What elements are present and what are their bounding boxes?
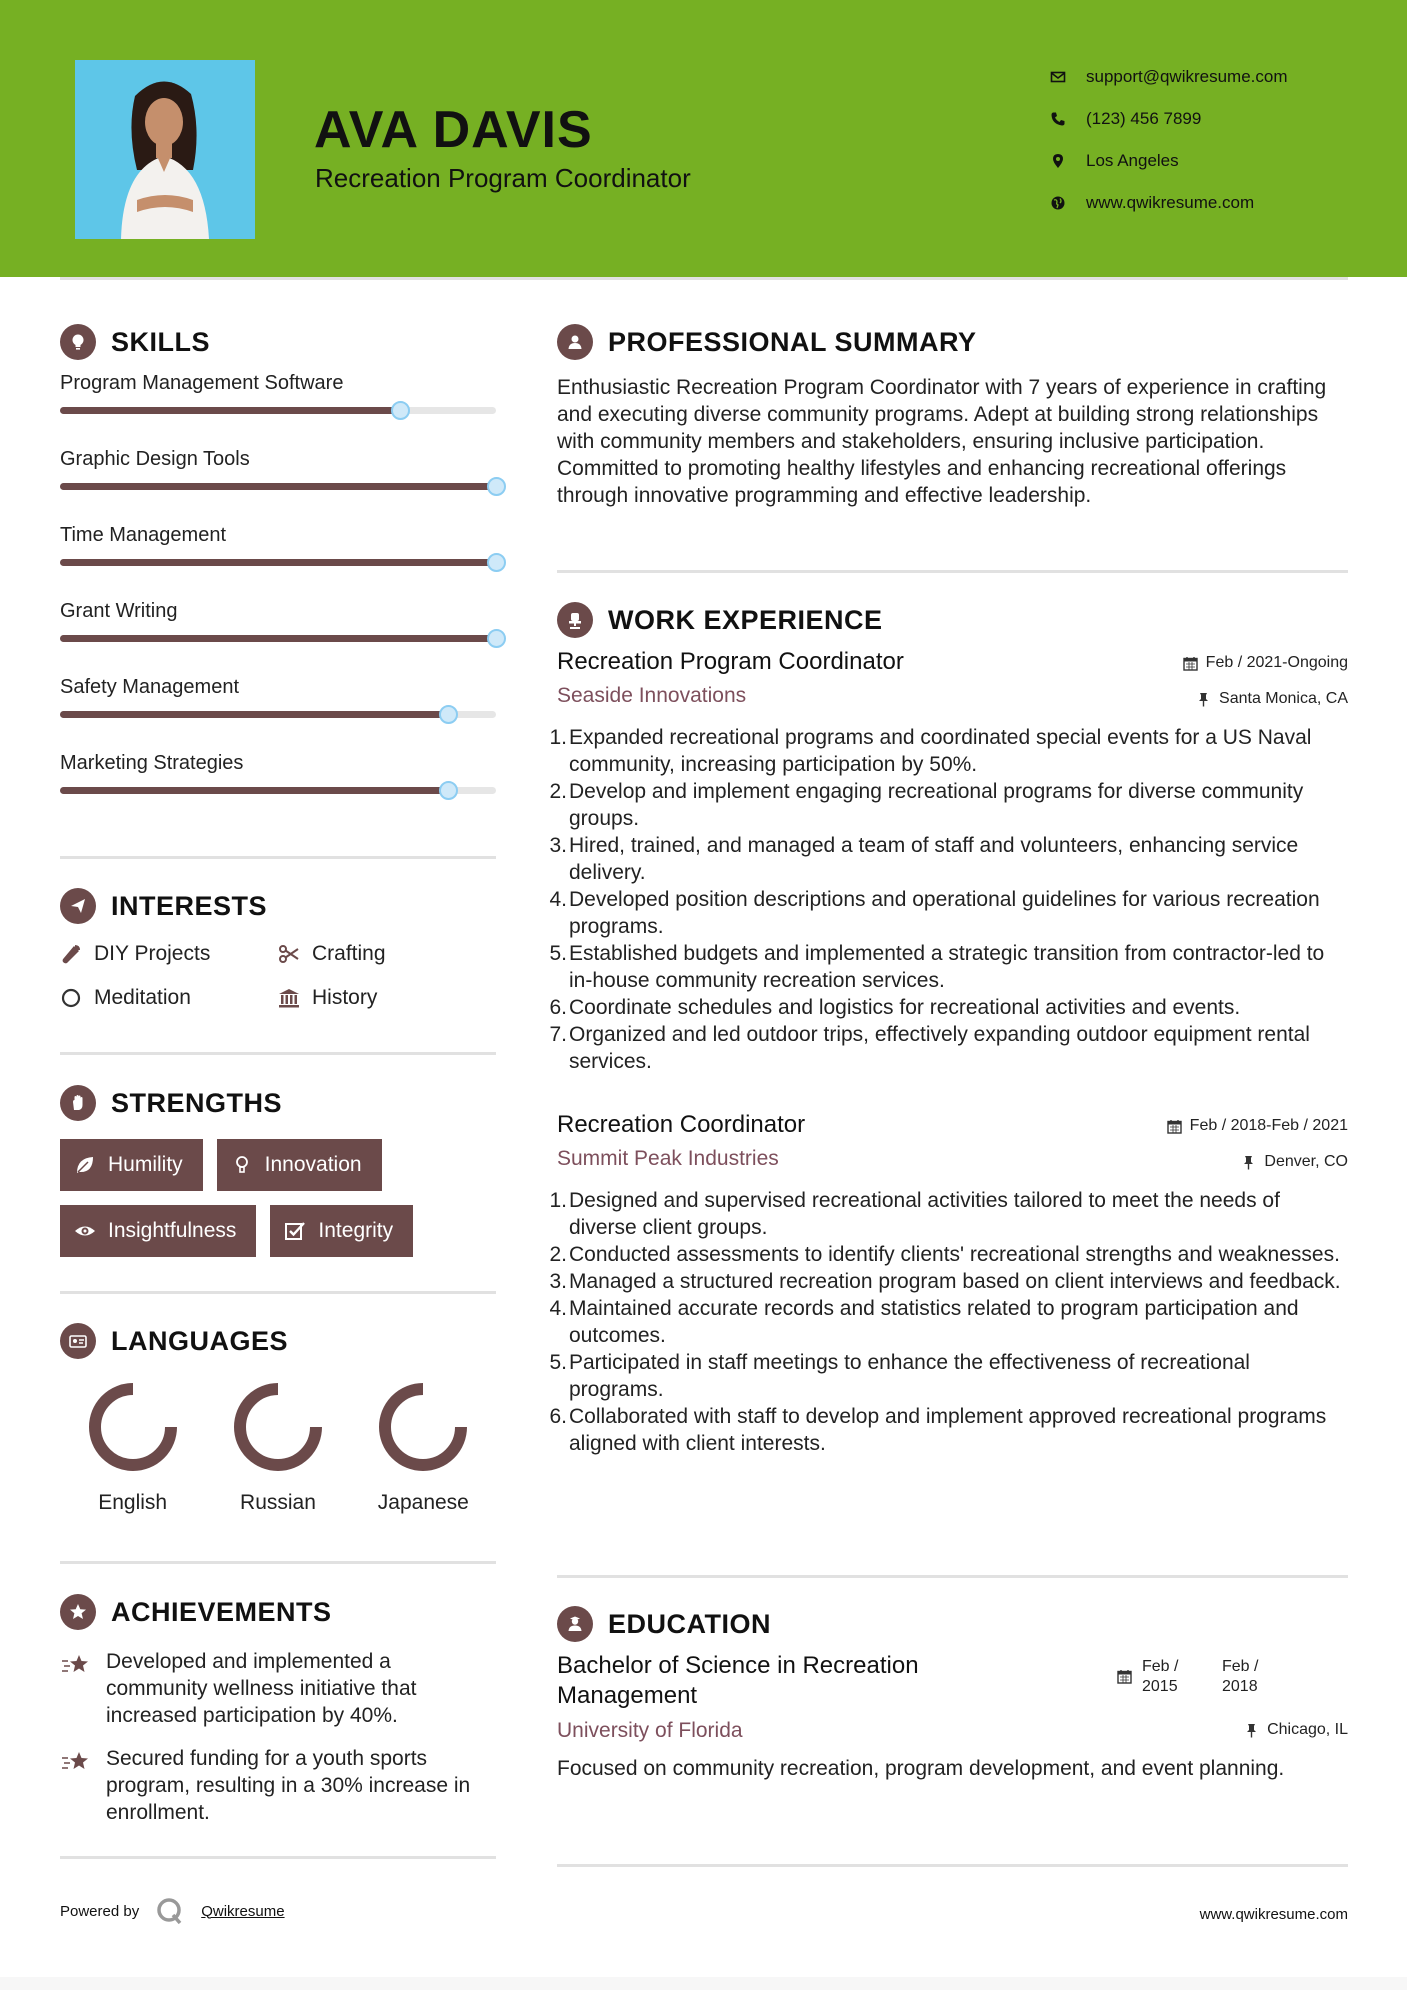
skill-bar-fill	[60, 635, 496, 642]
job-date-text: Feb / 2018-Feb / 2021	[1189, 1117, 1348, 1134]
job-bullet: 3. Hired, trained, and managed a team of staff and volunteers, enhancing service delivery.	[557, 832, 1348, 886]
job-location-text: Santa Monica, CA	[1219, 690, 1348, 707]
job-location-text: Denver, CO	[1264, 1153, 1348, 1170]
job-bullet: 4. Developed position descriptions and operational guidelines for various recreation programs.	[557, 886, 1348, 940]
job-bullet-text: Participated in staff meetings to enhance the effectiveness of recreational programs.	[569, 1351, 1250, 1401]
skill-bar-knob	[487, 629, 506, 648]
job-bullet: 2. Develop and implement engaging recreational programs for diverse community groups.	[557, 778, 1348, 832]
education-description: Focused on community recreation, program development, and event planning.	[557, 1757, 1285, 1780]
candidate-role: Recreation Program Coordinator	[315, 163, 691, 193]
education-section	[557, 1606, 1348, 1642]
interest-item	[278, 942, 496, 966]
skill-label: Grant Writing	[60, 600, 178, 622]
interest-item	[60, 986, 278, 1010]
languages-heading	[60, 1323, 496, 1359]
language-gauge	[373, 1377, 473, 1477]
job-title: Recreation Program Coordinator	[557, 648, 904, 675]
skill-label: Program Management Software	[60, 372, 344, 394]
strengths-section	[60, 1085, 496, 1257]
skill-bar-knob	[391, 401, 410, 420]
calendar-icon	[1117, 1669, 1132, 1684]
strength-label: Integrity	[318, 1219, 394, 1242]
skill-item	[60, 676, 496, 752]
job-bullet: 3. Managed a structured recreation program based on client interviews and feedback.	[549, 1270, 1341, 1293]
language-gauge-arc	[385, 1389, 461, 1465]
strength-tag	[217, 1139, 382, 1191]
experience-heading	[557, 602, 1348, 638]
strengths-list	[60, 1139, 496, 1257]
skills-section	[60, 324, 496, 360]
interest-item	[60, 942, 278, 966]
pushpin-icon	[1244, 1723, 1259, 1738]
section-divider	[60, 1291, 496, 1294]
skill-item	[60, 372, 496, 448]
strength-label: Innovation	[264, 1153, 362, 1176]
company-name: Seaside Innovations	[557, 684, 747, 707]
portrait-image	[75, 60, 255, 239]
job-bullet: 6. Collaborated with staff to develop and implement approved recreational programs aligned with client interests.	[557, 1403, 1348, 1457]
job-location	[1196, 690, 1348, 708]
skill-item	[60, 524, 496, 600]
lightbulb-icon	[60, 324, 96, 360]
language-label: Japanese	[377, 1491, 469, 1514]
skill-bar	[60, 711, 496, 718]
user-icon	[557, 324, 593, 360]
skills-title: SKILLS	[111, 326, 211, 357]
skill-bar-fill	[60, 787, 448, 794]
leaf-icon	[74, 1154, 96, 1176]
skill-bar-knob	[439, 705, 458, 724]
contact-location-text: Los Angeles	[1086, 151, 1179, 170]
job-header	[557, 648, 1348, 680]
pushpin-icon	[1196, 692, 1211, 707]
summary-section	[557, 324, 1348, 509]
skill-label: Safety Management	[60, 676, 239, 698]
lightbulb-icon	[231, 1154, 253, 1176]
section-divider	[60, 1856, 496, 1859]
contact-website[interactable]	[1050, 182, 1288, 224]
achievement-item	[60, 1648, 496, 1729]
language-item	[351, 1377, 496, 1515]
job-bullet: 5. Participated in staff meetings to enhance the effectiveness of recreational programs.	[557, 1349, 1348, 1403]
strengths-title: STRENGTHS	[111, 1087, 283, 1118]
page-bottom-strip	[0, 1977, 1407, 1990]
company-name: Summit Peak Industries	[557, 1147, 779, 1170]
education-start-month: Feb /	[1142, 1658, 1179, 1675]
job-date	[1183, 654, 1348, 672]
job-bullet-text: Managed a structured recreation program based on client interviews and feedback.	[569, 1270, 1341, 1293]
skill-item	[60, 600, 496, 676]
job-date	[1167, 1117, 1348, 1135]
contact-phone-text: (123) 456 7899	[1086, 109, 1202, 128]
education-end-month: Feb /	[1222, 1658, 1259, 1675]
job-bullet-text: Expanded recreational programs and coordinated special events for a US Naval community, increasing participation by 50%.	[569, 726, 1312, 776]
skill-item	[60, 448, 496, 524]
job-location	[1241, 1153, 1348, 1171]
map-pin-icon	[1050, 153, 1086, 169]
skill-item	[60, 752, 496, 828]
phone-icon	[1050, 111, 1086, 127]
header-divider	[60, 277, 1348, 280]
calendar-icon	[1167, 1119, 1182, 1134]
interests-section	[60, 888, 496, 1010]
education-title: EDUCATION	[608, 1608, 771, 1639]
job-bullet: 5. Established budgets and implemented a strategic transition from contractor-led to in-house community recreation services.	[557, 940, 1348, 994]
hand-icon	[60, 1085, 96, 1121]
job-bullet-text: Organized and led outdoor trips, effectively expanding outdoor equipment rental services.	[569, 1023, 1310, 1073]
profile-photo	[75, 60, 255, 239]
interest-label: Meditation	[94, 986, 191, 1009]
job-date-text: Feb / 2021-Ongoing	[1205, 654, 1348, 671]
language-gauge-arc	[240, 1389, 316, 1465]
degree-title: Bachelor of Science in Recreation Management	[557, 1652, 919, 1709]
strengths-heading	[60, 1085, 496, 1121]
interest-label: Crafting	[312, 942, 386, 965]
powered-by-text: Powered by	[60, 1902, 140, 1920]
resume-header	[0, 0, 1407, 277]
skill-bar	[60, 787, 496, 794]
candidate-name: AVA DAVIS	[314, 101, 593, 159]
footer-url[interactable]: www.qwikresume.com	[1199, 1906, 1348, 1923]
strength-tag	[60, 1139, 203, 1191]
language-label: Russian	[240, 1491, 316, 1514]
job-bullet: 1. Designed and supervised recreational activities tailored to meet the needs of diverse client groups.	[557, 1187, 1348, 1241]
section-divider	[60, 856, 496, 859]
contact-location	[1050, 140, 1288, 182]
job-bullet-text: Developed position descriptions and operational guidelines for various recreation programs.	[569, 888, 1320, 938]
calendar-icon	[1183, 656, 1198, 671]
job-header	[557, 1111, 1348, 1143]
education-header	[557, 1651, 1348, 1711]
envelope-icon	[1050, 69, 1086, 85]
job-bullet: 7. Organized and led outdoor trips, effectively expanding outdoor equipment rental services.	[557, 1021, 1348, 1075]
interest-item	[278, 986, 496, 1010]
education-start-date	[1142, 1657, 1204, 1697]
skill-bar-knob	[487, 553, 506, 572]
language-gauge	[228, 1377, 328, 1477]
contact-email[interactable]	[1050, 56, 1288, 98]
skill-bar-fill	[60, 711, 448, 718]
globe-icon	[1050, 195, 1086, 211]
achievement-item	[60, 1745, 496, 1826]
skill-label: Marketing Strategies	[60, 752, 244, 774]
section-divider	[60, 1561, 496, 1564]
job-bullet: 1. Expanded recreational programs and coordinated special events for a US Naval community, increasing participation by 50%.	[557, 724, 1348, 778]
education-dates	[1117, 1657, 1302, 1697]
shooting-star-icon	[60, 1648, 106, 1729]
languages-list	[60, 1377, 496, 1515]
job-bullet-text: Collaborated with staff to develop and implement approved recreational programs aligned with client interests.	[569, 1405, 1327, 1455]
interest-label: History	[312, 986, 378, 1009]
interest-label: DIY Projects	[94, 942, 211, 965]
education-location-text: Chicago, IL	[1267, 1721, 1348, 1738]
achievement-text: Developed and implemented a community wellness initiative that increased participation by 40%.	[106, 1650, 417, 1727]
graduate-icon	[557, 1606, 593, 1642]
strength-label: Humility	[108, 1153, 183, 1176]
contact-phone[interactable]	[1050, 98, 1288, 140]
job-bullet-text: Maintained accurate records and statistics related to program participation and outcomes.	[569, 1297, 1299, 1347]
languages-title: LANGUAGES	[111, 1325, 289, 1356]
education-end-date	[1222, 1657, 1284, 1697]
contact-email-text: support@qwikresume.com	[1086, 67, 1288, 86]
strength-label: Insightfulness	[108, 1219, 237, 1242]
skill-bar-knob	[439, 781, 458, 800]
skill-bar	[60, 559, 496, 566]
education-entry	[557, 1651, 1348, 1782]
section-divider	[557, 570, 1348, 573]
experience-section	[557, 602, 1348, 638]
job-bullet-text: Coordinate schedules and logistics for recreational activities and events.	[569, 996, 1241, 1019]
qwikresume-link[interactable]: Qwikresume	[201, 1902, 285, 1920]
skill-bar	[60, 407, 496, 414]
job-bullet: 6. Coordinate schedules and logistics for recreational activities and events.	[549, 996, 1241, 1019]
interests-list	[60, 942, 496, 1010]
education-heading	[557, 1606, 1348, 1642]
star-badge-icon	[60, 1594, 96, 1630]
achievements-section	[60, 1594, 496, 1826]
job-bullet-text: Established budgets and implemented a strategic transition from contractor-led to in-house community recreation services.	[569, 942, 1325, 992]
circle-icon	[60, 987, 94, 1009]
job-bullet-text: Conducted assessments to identify clients' recreational strengths and weaknesses.	[569, 1243, 1340, 1266]
shooting-star-icon	[60, 1745, 106, 1826]
achievements-heading	[60, 1594, 496, 1630]
section-divider	[60, 1052, 496, 1055]
skill-label: Time Management	[60, 524, 226, 546]
qwikresume-logo-icon	[155, 1896, 185, 1926]
job-title: Recreation Coordinator	[557, 1111, 806, 1138]
interests-heading	[60, 888, 496, 924]
job-bullet: 4. Maintained accurate records and statistics related to program participation and outcomes.	[557, 1295, 1348, 1349]
school-name: University of Florida	[557, 1719, 743, 1742]
museum-icon	[278, 987, 312, 1009]
eye-icon	[74, 1220, 96, 1242]
strength-tag	[60, 1205, 256, 1257]
paper-plane-icon	[60, 888, 96, 924]
skill-bar-fill	[60, 407, 400, 414]
scissors-icon	[278, 943, 312, 965]
summary-heading	[557, 324, 1348, 360]
section-divider	[557, 1864, 1348, 1867]
language-item	[60, 1377, 205, 1515]
skill-bar	[60, 635, 496, 642]
job-bullet-text: Hired, trained, and managed a team of staff and volunteers, enhancing service delivery.	[569, 834, 1299, 884]
education-subheader	[557, 1719, 1348, 1753]
job-bullets	[549, 724, 1348, 1075]
skill-bar	[60, 483, 496, 490]
checkbox-icon	[284, 1220, 306, 1242]
skill-bar-knob	[487, 477, 506, 496]
job-subheader	[557, 1147, 1348, 1181]
pushpin-icon	[1241, 1155, 1256, 1170]
education-location	[1244, 1721, 1348, 1739]
contact-website-text: www.qwikresume.com	[1086, 193, 1255, 212]
job-bullets	[549, 1187, 1348, 1457]
summary-title: PROFESSIONAL SUMMARY	[608, 326, 977, 357]
office-chair-icon	[557, 602, 593, 638]
skill-bar-fill	[60, 559, 496, 566]
job-bullet: 2. Conducted assessments to identify clients' recreational strengths and weaknesses.	[549, 1243, 1340, 1266]
summary-text: Enthusiastic Recreation Program Coordinator with 7 years of experience in crafting and executing diverse community programs. Adept at building strong relationships with community members and stakeholders, ensuring inclusive participation. Committed to promoting healthy lifestyles and enhancing recreational offerings through innovative programming and effective leadership.	[557, 376, 1327, 507]
experience-title: WORK EXPERIENCE	[608, 604, 883, 635]
job-bullet-text: Develop and implement engaging recreational programs for diverse community groups.	[569, 780, 1304, 830]
language-label: English	[98, 1491, 168, 1514]
language-item	[205, 1377, 350, 1515]
skills-list	[60, 372, 496, 828]
language-gauge-arc	[95, 1389, 171, 1465]
language-gauge	[83, 1377, 183, 1477]
job-subheader	[557, 684, 1348, 718]
job-bullet-text: Designed and supervised recreational activities tailored to meet the needs of diverse client groups.	[569, 1189, 1280, 1239]
education-start-year: 2015	[1142, 1678, 1178, 1695]
contact-list	[1050, 56, 1288, 224]
achievements-title: ACHIEVEMENTS	[111, 1596, 332, 1627]
footer-branding	[60, 1896, 285, 1926]
skills-heading	[60, 324, 496, 360]
education-end-year: 2018	[1222, 1678, 1258, 1695]
section-divider	[557, 1575, 1348, 1578]
id-card-icon	[60, 1323, 96, 1359]
wrench-icon	[60, 943, 94, 965]
languages-section	[60, 1323, 496, 1515]
skill-bar-fill	[60, 483, 496, 490]
achievement-text: Secured funding for a youth sports program, resulting in a 30% increase in enrollment.	[106, 1747, 471, 1824]
job-entry	[549, 648, 1348, 1075]
job-entry	[549, 1111, 1348, 1457]
interests-title: INTERESTS	[111, 890, 268, 921]
strength-tag	[270, 1205, 413, 1257]
skill-label: Graphic Design Tools	[60, 448, 250, 470]
